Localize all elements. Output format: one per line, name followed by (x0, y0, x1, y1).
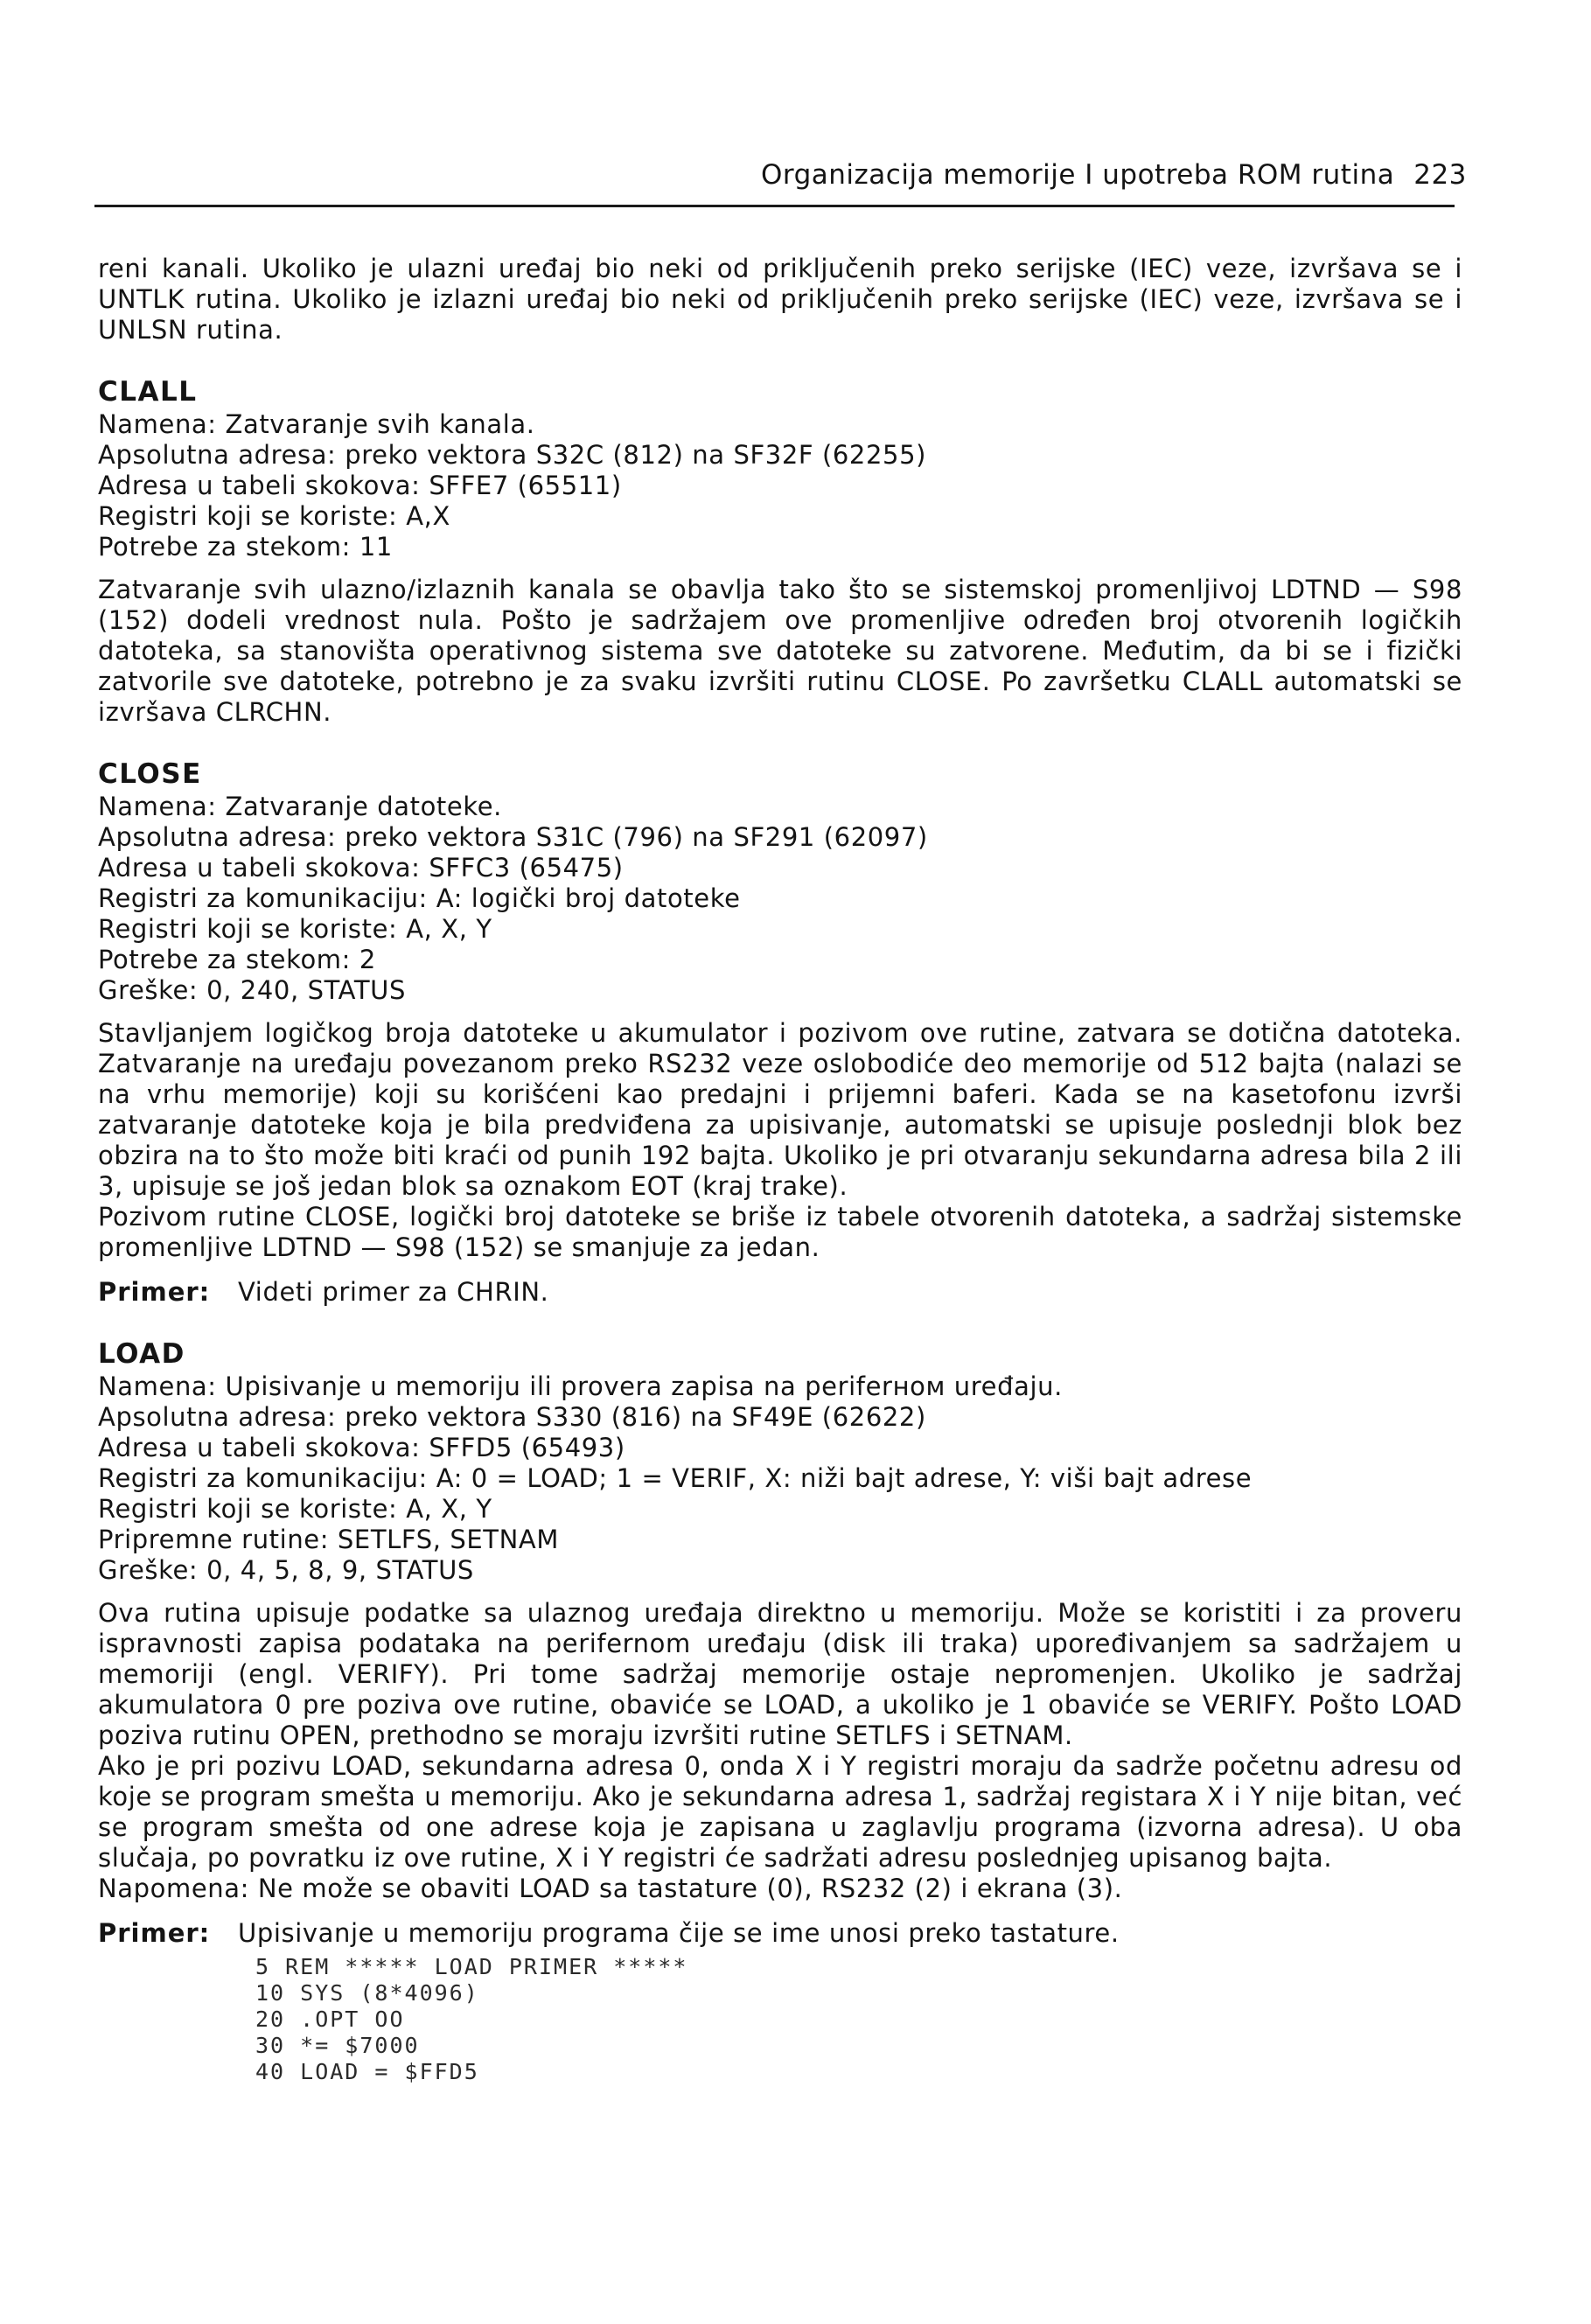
body-paragraph: Ako je pri pozivu LOAD, sekundarna adresa 0, onda X i Y registri moraju da sadrže početnu adresu od koje se program smešta u memoriju. Ako je sekundarna adresa 1, sadržaj registara X i Y nije bitan, već se program smešta od one adrese koja je zapisana u zaglavlju programa (izvorna adresa). U oba slučaja, po povratku iz ove rutine, X i Y registri će sadržati adresu poslednjeg upisanog bajta. (98, 1751, 1462, 1873)
running-title: Organizacija memorije I upotreba ROM rutina (761, 159, 1395, 191)
section-title-clall: CLALL (98, 376, 198, 408)
spec-line: Adresa u tabeli skokova: SFFD5 (65493) (98, 1433, 625, 1462)
spec-line: Namena: Upisivanje u memoriju ili provera zapisa na periferном uređaju. (98, 1371, 1063, 1401)
section-close (98, 759, 1462, 1308)
intro-paragraph: reni kanali. Ukoliko je ulazni uređaj bio neki od priključenih preko serijske (IEC) veze, izvršava se i UNTLK rutina. Ukoliko je izlazni uređaj bio neki od priključenih preko serijske (IEC) veze, izvršava se i UNLSN rutina. (98, 254, 1462, 345)
body-paragraph: Stavljanjem logičkog broja datoteke u akumulator i pozivom ove rutine, zatvara se dotična datoteka. Zatvaranje na uređaju povezanom preko RS232 veze oslobodiće deo memorije od 512 bajta (nalazi se na vrhu memorije) koji su korišćeni kao predajni i prijemni baferi. Kada se na kasetofonu izvrši zatvaranje datoteke koja je bila predviđena za upisivanje, automatski se upisuje poslednji blok bez obzira na to što može biti kraći od punih 192 bajta. Ukoliko je pri otvaranju sekundarna adresa bila 2 ili 3, upisuje se još jedan blok sa oznakom EOT (kraj trake). (98, 1018, 1462, 1201)
spec-line: Greške: 0, 240, STATUS (98, 975, 406, 1005)
code-line: 40 LOAD = $FFD5 (255, 2059, 479, 2084)
spec-line: Apsolutna adresa: preko vektora S31C (796) na SF291 (62097) (98, 822, 928, 852)
spec-line: Registri koji se koriste: A, X, Y (98, 914, 492, 944)
example-label: Primer: (98, 1277, 211, 1307)
spec-line: Potrebe za stekom: 2 (98, 945, 376, 974)
section-title-close: CLOSE (98, 758, 202, 790)
load-example (98, 1918, 1462, 1949)
code-listing (255, 1954, 1462, 2085)
spec-line: Registri za komunikaciju: A: logički broj datoteke (98, 883, 741, 913)
running-header (761, 159, 1467, 191)
spec-line: Registri koji se koriste: A, X, Y (98, 1494, 492, 1524)
spec-line: Adresa u tabeli skokova: SFFC3 (65475) (98, 853, 624, 883)
page-number: 223 (1413, 159, 1467, 191)
load-body (98, 1598, 1462, 1904)
code-line: 5 REM ***** LOAD PRIMER ***** (255, 1954, 688, 1979)
body-paragraph: Zatvaranje svih ulazno/izlaznih kanala se obavlja tako što se sistemskoj promenljivoj LDTND — S98 (152) dodeli vrednost nula. Pošto je sadržajem ove promenljive određen broj otvorenih logičkih datoteka, sa stanovišta operativnog sistema sve datoteke su zatvorene. Međutim, da bi se i fizički zatvorile sve datoteke, potrebno je za svaku izvršiti rutinu CLOSE. Po završetku CLALL automatski se izvršava CLRCHN. (98, 575, 1462, 727)
close-body (98, 1018, 1462, 1263)
section-clall (98, 377, 1462, 728)
spec-line: Potrebe za stekom: 11 (98, 532, 393, 562)
spec-line: Namena: Zatvaranje datoteke. (98, 792, 502, 821)
spec-line: Adresa u tabeli skokova: SFFE7 (65511) (98, 471, 622, 500)
body-paragraph: Ova rutina upisuje podatke sa ulaznog uređaja direktno u memoriju. Može se koristiti i za proveru ispravnosti zapisa podataka na perifernom uređaju (disk ili traka) upoređivanjem sa sadržajem u memoriji (engl. VERIFY). Pri tome sadržaj memorije ostaje nepromenjen. Ukoliko je sadržaj akumulatora 0 pre poziva ove rutine, obaviće se LOAD, a ukoliko je 1 obaviće se VERIFY. Pošto LOAD poziva rutinu OPEN, prethodno se moraju izvršiti rutine SETLFS i SETNAM. (98, 1598, 1462, 1750)
note-paragraph: Napomena: Ne može se obaviti LOAD sa tastature (0), RS232 (2) i ekrana (3). (98, 1874, 1123, 1903)
close-example (98, 1277, 1462, 1308)
clall-body (98, 575, 1462, 728)
section-load (98, 1339, 1462, 2085)
example-text: Upisivanje u memoriju programa čije se ime unosi preko tastature. (238, 1918, 1120, 1948)
code-line: 10 SYS (8*4096) (255, 1980, 479, 2006)
header-rule (94, 205, 1455, 207)
section-title-load: LOAD (98, 1338, 185, 1370)
spec-line: Registri za komunikaciju: A: 0 = LOAD; 1 = VERIF, X: niži bajt adrese, Y: viši bajt adrese (98, 1463, 1253, 1493)
body-paragraph: Pozivom rutine CLOSE, logički broj datoteke se briše iz tabele otvorenih datoteka, a sadržaj sistemske promenljive LDTND — S98 (152) se smanjuje za jedan. (98, 1202, 1462, 1262)
spec-line: Apsolutna adresa: preko vektora S32C (812) na SF32F (62255) (98, 440, 927, 470)
example-label: Primer: (98, 1918, 211, 1948)
spec-line: Apsolutna adresa: preko vektora S330 (816) na SF49E (62622) (98, 1402, 926, 1432)
spec-line: Namena: Zatvaranje svih kanala. (98, 409, 535, 439)
spec-line: Pripremne rutine: SETLFS, SETNAM (98, 1525, 559, 1554)
spec-line: Registri koji se koriste: A,X (98, 501, 450, 531)
example-text: Videti primer za CHRIN. (238, 1277, 549, 1307)
code-line: 30 *= $7000 (255, 2033, 420, 2058)
spec-line: Greške: 0, 4, 5, 8, 9, STATUS (98, 1555, 474, 1585)
page-content (98, 254, 1462, 2085)
code-line: 20 .OPT OO (255, 2006, 405, 2032)
